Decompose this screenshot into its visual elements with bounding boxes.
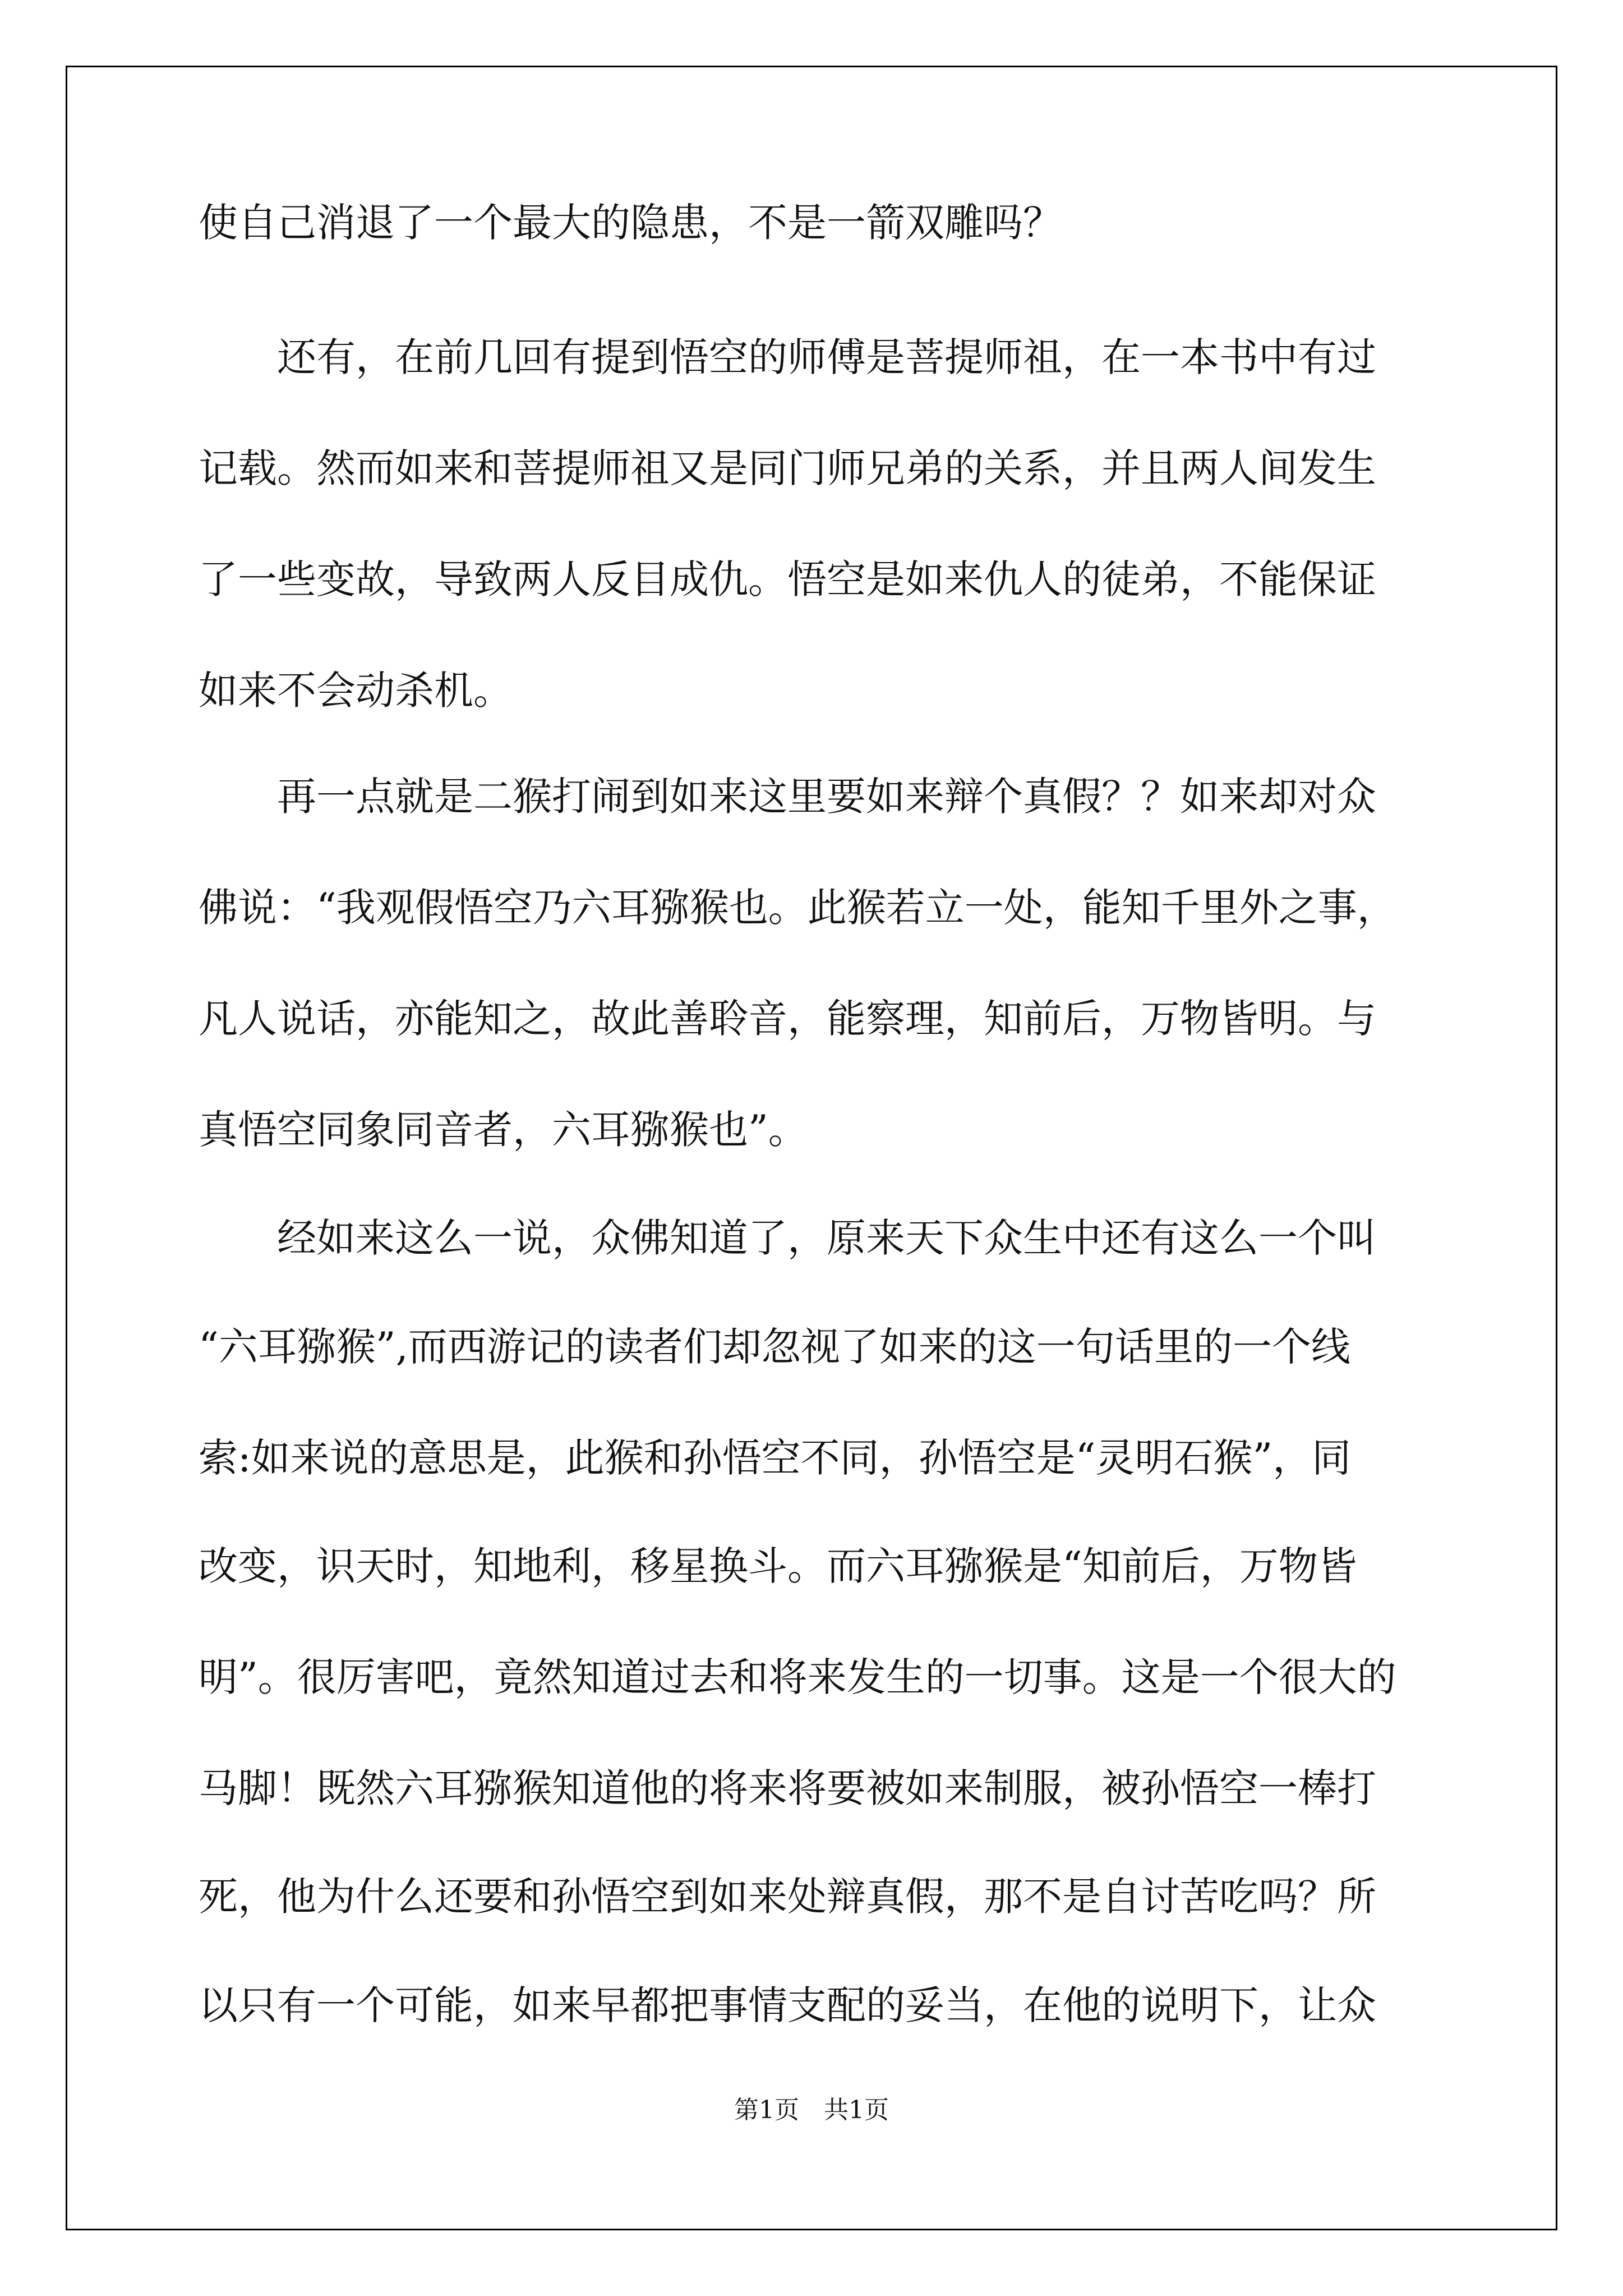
text-line: 经如来这么一说，众佛知道了，原来天下众生中还有这么一个叫 xyxy=(199,1215,1376,1261)
text-line: 再一点就是二猴打闹到如来这里要如来辩个真假？？如来却对众 xyxy=(199,774,1376,820)
text-line: 使自己消退了一个最大的隐患，不是一箭双雕吗？ xyxy=(199,200,1062,246)
text-line: 马脚！既然六耳猕猴知道他的将来将要被如来制服，被孙悟空一棒打 xyxy=(199,1765,1376,1811)
text-line: 以只有一个可能，如来早都把事情支配的妥当，在他的说明下，让众 xyxy=(199,1982,1376,2028)
text-line: 佛说：“我观假悟空乃六耳猕猴也。此猴若立一处，能知千里外之事， xyxy=(199,885,1396,931)
page-footer: 第1页 共1页 xyxy=(734,2096,889,2124)
text-line: 了一些变故，导致两人反目成仇。悟空是如来仇人的徒弟，不能保证 xyxy=(199,556,1376,602)
text-line: 凡人说话，亦能知之，故此善聆音，能察理，知前后，万物皆明。与 xyxy=(199,996,1376,1042)
text-line: 改变，识天时，知地利，移星换斗。而六耳猕猴是“知前后，万物皆 xyxy=(199,1543,1357,1589)
text-line: “六耳猕猴”,而西游记的读者们却忽视了如来的这一句话里的一个线 xyxy=(199,1324,1350,1370)
text-line: 死，他为什么还要和孙悟空到如来处辩真假，那不是自讨苦吃吗？所 xyxy=(199,1874,1376,1920)
text-line: 真悟空同象同音者，六耳猕猴也”。 xyxy=(199,1107,808,1153)
text-line: 记载。然而如来和菩提师祖又是同门师兄弟的关系，并且两人间发生 xyxy=(199,445,1376,491)
text-line: 索:如来说的意思是，此猴和孙悟空不同，孙悟空是“灵明石猴”，同 xyxy=(199,1435,1352,1481)
text-line: 明”。很厉害吧，竟然知道过去和将来发生的一切事。这是一个很大的 xyxy=(199,1654,1396,1700)
text-line: 还有，在前几回有提到悟空的师傅是菩提师祖，在一本书中有过 xyxy=(199,334,1376,380)
text-line: 如来不会动杀机。 xyxy=(199,668,513,714)
